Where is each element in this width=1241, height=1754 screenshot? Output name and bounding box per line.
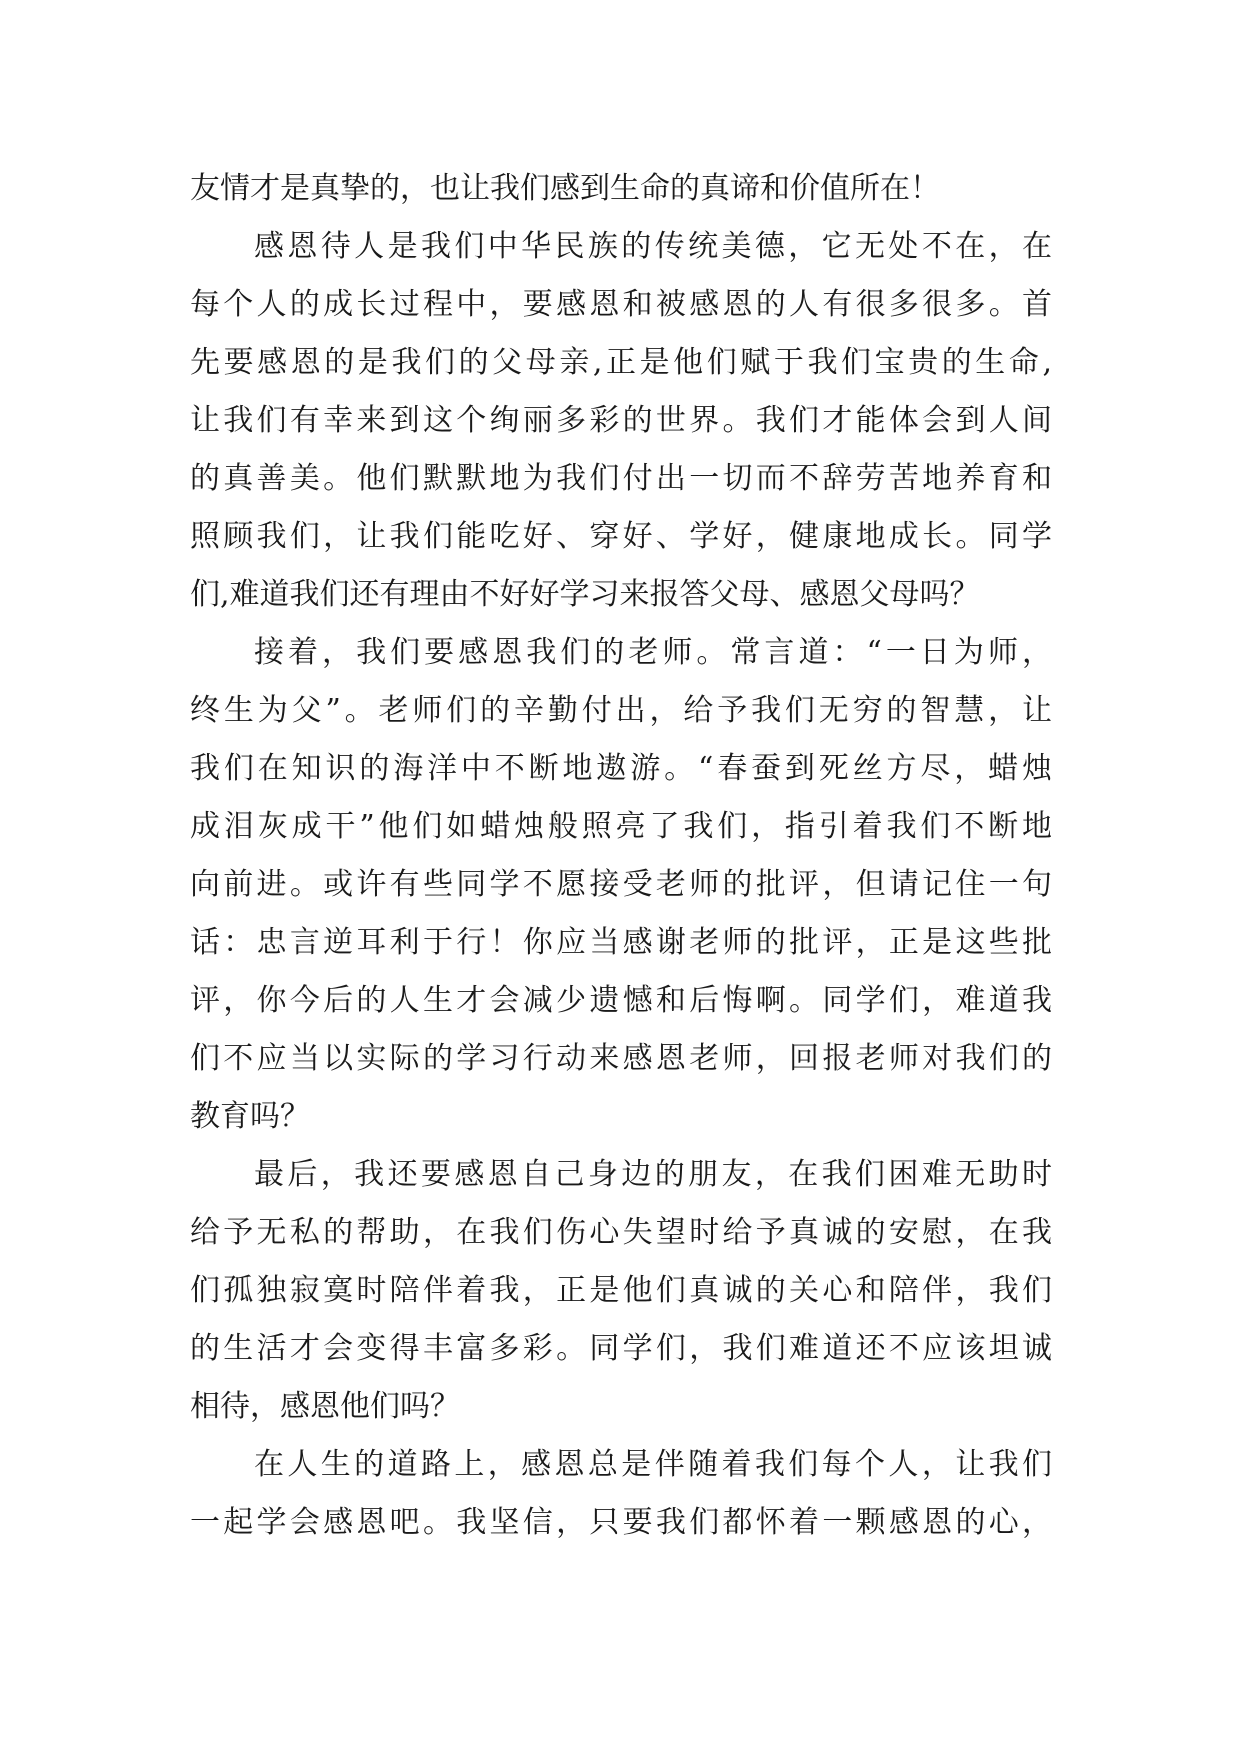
text-line: 照顾我们，让我们能吃好、穿好、学好，健康地成长。同学 xyxy=(190,519,1052,554)
text-line: 成泪灰成干”他们如蜡烛般照亮了我们，指引着我们不断地 xyxy=(190,809,1052,844)
text-line: 们不应当以实际的学习行动来感恩老师，回报老师对我们的 xyxy=(190,1041,1052,1076)
text-line: 我们在知识的海洋中不断地遨游。“春蚕到死丝方尽，蜡烛 xyxy=(190,751,1052,786)
text-line: 先要感恩的是我们的父母亲,正是他们赋于我们宝贵的生命, xyxy=(190,345,1052,380)
text-line: 们孤独寂寞时陪伴着我，正是他们真诚的关心和陪伴，我们 xyxy=(190,1273,1052,1308)
text-line: 的生活才会变得丰富多彩。同学们，我们难道还不应该坦诚 xyxy=(190,1331,1052,1366)
text-line: 每个人的成长过程中，要感恩和被感恩的人有很多很多。首 xyxy=(190,287,1052,322)
text-line: 让我们有幸来到这个绚丽多彩的世界。我们才能体会到人间 xyxy=(190,403,1052,438)
text-line: 接着，我们要感恩我们的老师。常言道：“一日为师， xyxy=(254,635,1052,670)
text-line: 友情才是真挚的，也让我们感到生命的真谛和价值所在！ xyxy=(190,171,940,206)
text-line: 最后，我还要感恩自己身边的朋友，在我们困难无助时 xyxy=(254,1157,1052,1192)
text-line: 的真善美。他们默默地为我们付出一切而不辞劳苦地养育和 xyxy=(190,461,1052,496)
text-line: 话：忠言逆耳利于行！你应当感谢老师的批评，正是这些批 xyxy=(190,925,1052,960)
text-line: 感恩待人是我们中华民族的传统美德，它无处不在，在 xyxy=(254,229,1052,264)
text-line: 们,难道我们还有理由不好好学习来报答父母、感恩父母吗？ xyxy=(190,577,980,612)
text-line: 一起学会感恩吧。我坚信，只要我们都怀着一颗感恩的心， xyxy=(190,1505,1052,1540)
text-line: 在人生的道路上，感恩总是伴随着我们每个人，让我们 xyxy=(254,1447,1052,1482)
text-line: 终生为父”。老师们的辛勤付出，给予我们无穷的智慧，让 xyxy=(190,693,1052,728)
text-line: 评，你今后的人生才会减少遗憾和后悔啊。同学们，难道我 xyxy=(190,983,1052,1018)
text-line: 给予无私的帮助，在我们伤心失望时给予真诚的安慰，在我 xyxy=(190,1215,1052,1250)
text-line: 向前进。或许有些同学不愿接受老师的批评，但请记住一句 xyxy=(190,867,1052,902)
body-text xyxy=(190,160,1052,1552)
text-line: 教育吗？ xyxy=(190,1099,310,1134)
text-line: 相待，感恩他们吗？ xyxy=(190,1389,460,1424)
